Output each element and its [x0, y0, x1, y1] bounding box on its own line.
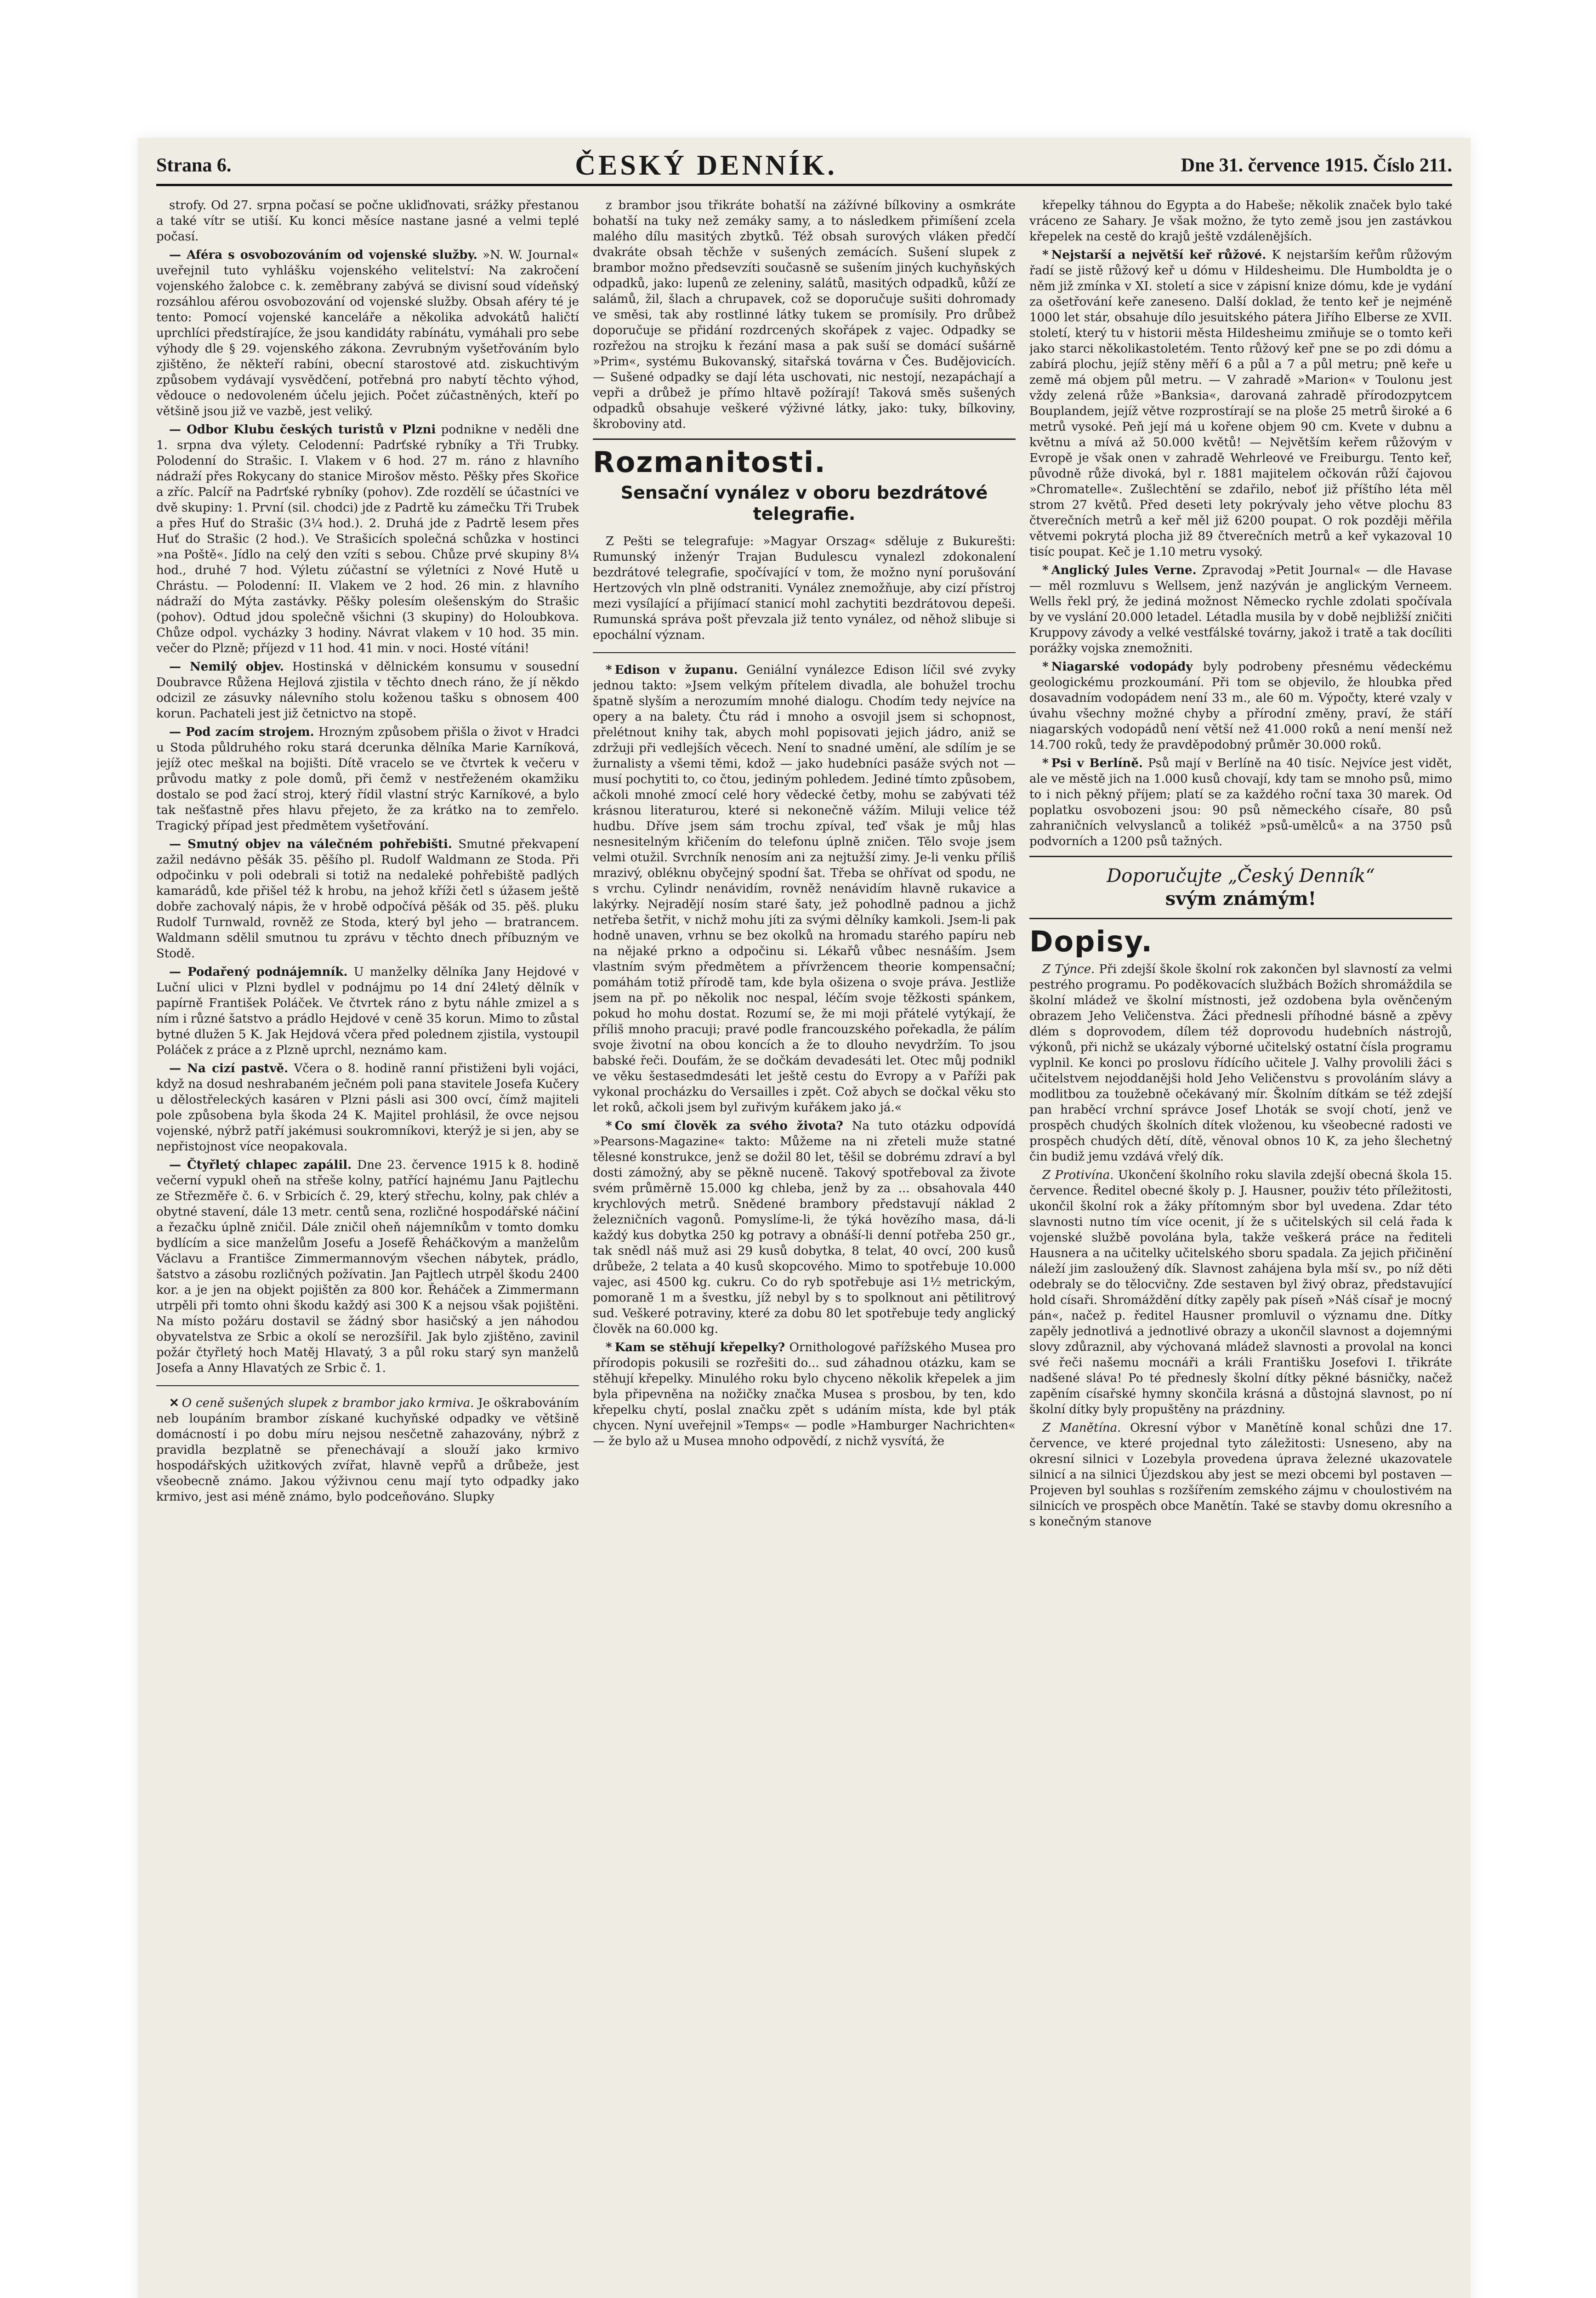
news-item: [1029, 563, 1452, 656]
item-body: podnikne v neděli dne 1. srpna dva výlety. Celodenní: Padrťské rybníky a Tři Trubky. Polodenní do Strašic. I. Vlakem v 6 hod. 27 m. ráno z hlavního nádraží přes Rokycany do stanice Mirošov město. Pěšky přes Skořice a zříc. Palcíř na Padrťské rybníky (pohov). Zde rozdělí se účastníci ve dvě skupiny: 1. První (sil. chodci) jde z Padrtě ku zámečku Tři Trubek a přes Huť do Strašic (3¼ hod.). 2. Druhá jde z Padrtě lesem přes Huť do Strašic (2 hod.). Ve Strašicích společná schůzka v hostinci »na Poště«. Jídlo na celý den vzíti s sebou. Chůze prvé skupiny 8¼ hod., druhé 7 hod. Výletu zúčastní se výletníci z Nové Hutě u Chrástu. — Polodenní: II. Vlakem ve 2 hod. 26 min. z hlavního nádraží do Mýta zastávky. Pěšky polesím olešenským do Strašic (pohov). Odtud jdou společně všichni (3 skupiny) do Holoubkova. Chůze odpol. vycházky 3 hodiny. Návrat vlakem v 10 hod. 35 min. večer do Plzně; příjezd v 11 hod. 41 min. v noci. Hosté vítáni!: [156, 423, 579, 655]
article-continuation: křepelky táhnou do Egypta a do Habeše; několik značek bylo také vráceno ze Sahary. Je však možno, že tyto země jsou jen zastávkou křepelek na cestě do krajů ještě vzdálenějších.: [1029, 199, 1452, 244]
promo-line-2: svým známým!: [1165, 888, 1317, 910]
item-body: Hrozným způsobem přišla o život v Hradci u Stoda půldruhého roku stará dcerunka dělníka Marie Karníková, jejíž otec meškal na bojišti. Dítě vracelo se ve čtvrtek k večeru v průvodu matky z pole domů, při čemž v nestřeženém okamžiku dostalo se pod žací stroj, který řídil vlastní strýc Karníkové, a bylo tak nešťastně přes hlavu přejeto, že za krátko na to zemřelo. Tragický případ jest předmětem vyšetřování.: [156, 725, 579, 833]
column-1: [156, 198, 579, 2298]
news-item: [156, 1395, 579, 1505]
item-headline: Edison v županu.: [614, 663, 738, 677]
divider: [593, 652, 1016, 653]
news-item: [156, 1157, 579, 1376]
news-item: [156, 247, 579, 419]
item-body: Ornithologové pařížského Musea pro přírodopis pokusili se rozřešiti do... sud záhadnou otázku, kam se stěhují křepelky. Minulého roku bylo chyceno několik křepelek a jim byla připevněna na nožičky značka Musea s prosbou, by ten, kdo křepelku chytí, poslal značku zpět s udáním místa, kde byl pták chycen. Nyní uveřejnil »Temps« — podle »Hamburger Nachrichten« — že bylo až u Musea mnoho odpovědí, z nichž vysvítá, že: [593, 1341, 1016, 1448]
letter-item: [1029, 1420, 1452, 1530]
asterisk-mark-icon: *: [1042, 248, 1049, 262]
item-body: Dne 23. července 1915 k 8. hodině večerní vypukl oheň na střeše kolny, patřící hajnému Janu Pajtlechu ze Střezměře č. 6. v Srbicích č. 29, který střechu, kolny, pak chlév a obytné stavení, dále 13 metr. centů sena, rozličné hospodářské náčiní a řezačku úplně zničil. Dále zničil oheň nájemníkům v tomto domku bydlícím a sice manželům Josefu a Josefě Řeháčkovým a manželům Václavu a Františce Zimmermannovým všechen nábytek, prádlo, šatstvo a zásobu rozličných požívatin. Jan Pajtlech utrpěl škodu 2400 kor. a je jen na objekt pojištěn za 800 kor. Řeháček a Zimmermann utrpěli při tomto ohni škodu každý asi 300 K a nejsou však pojištěni. Na místo požáru dostavil se žádný sbor hasičský a jen náhodou obyvatelstva ze Srbic a okolí se nerozšířil. Jak bylo zjištěno, zavinil požár čtyřletý hoch Matěj Hlavatý, 3 a půl roku starý syn manželů Josefa a Anny Hlavatých ze Srbic č. 1.: [156, 1158, 579, 1375]
text-columns: [156, 198, 1452, 2298]
article-continuation: strofy. Od 27. srpna počasí se počne ukliďnovati, srážky přestanou a také vítr se utiší. Ku konci měsíce nastane jasné a velmi teplé počasí.: [156, 199, 579, 244]
promo-line-1: Doporučujte „Český Denník“: [1107, 865, 1375, 887]
divider: [156, 1385, 579, 1386]
letter-body: Ukončení školního roku slavila zdejší obecná škola 15. července. Ředitel obecné školy p. J. Hausner, použiv této příležitosti, ukončil školní rok a žáky přítomným sbor byl uvedena. Zdar této slavnosti nutno tím více ocenit, jí že s učitelských sil celá řada k vojenské službě povolána byla, takže veškerá práce na řediteli Hausnera a na učitelky učitelského sboru spadala. Za jejich přičinění náleží jim zasloužený dík. Slavnost zahájena byla mší sv., po níž děti odebraly se do tělocvičny. Zde sestaven byl živý obraz, představující hold císaři. Shromáždění dítky zapěly pak píseň »Náš císař je mocný pán«, načež p. ředitel Hausner promluvil o významu dne. Dítky zapěly jednotlivá a jednotlivé obrazy a ukončil slavnost a dojemnými slovy zdůraznil, aby výchovaná mládež slavnosti a provolal na konci své řeči našemu mocnáři a králi Františku Josefovi I. třikráte nadšené sláva! Po té přednesly školní dítky pěkné básničky, načež zapěním císařské hymny skončila krásná a důstojná slavnost, po ní školní dítky byly propuštěny na prázdniny.: [1029, 1168, 1452, 1416]
news-item: [593, 1340, 1016, 1449]
item-body: Geniální vynálezce Edison líčil své zvyky jednou takto: »Jsem velkým přítelem divadla, ale bohužel trochu špatně slyším a nerozumím mnohé dialogu. Chodím tedy nejvíce na opery a na balety. Čtu rád i mnoho a osvojil jsem si schopnost, přelétnout knihy tak, abych mohl popisovati jejich jádro, aniž se zdržuji při vedlejších věcech. Není to snadné umění, ale sdílím je se žurnalisty a všemi těmi, kdož — jako hudebníci pasáže svých not — musí pochytiti to, co čtou, jediným pohledem. Jediné tímto způsobem, ačkoli mnohé zmocí celé hory vědecké četby, mohu se zabývati též krásnou literaturou, které si nekonečně vážím. Miluji velice též hudbu. Dříve jsem sám trochu zpíval, teď však je můj hlas nesnesitelným křičením do telefonu úplně zničen. Tělo svoje jsem velmi otužil. Svrchník nenosím ani za nejtužší zimy. Je-li venku příliš mrazivý, obléknu obyčejný spodní šat. Třeba se ohřívat od spodu, ne s vrchu. Cylindr nenávidím, rovněž nenávidím hlavně rukavice a lakýrky. Nejradějí nosím staré šaty, jež pohodlně padnou a jichž netřeba šetřit, v nichž mohu jíti za svými dělníky kamkoli. Jsem-li pak hodně unaven, vrhnu se bez okolků na hromadu starého papíru neb na nějaké prkno a odpočinu si. Lékařů vůbec nesnáším. Jsem vlastním svým předmětem a přívržencem theorie kompensační; pomáhám totiž přírodě tam, kde byla ošizena o svoje práva. Jestliže jsem na př. po několik noc nespal, léčím svoje těžkosti spánkem, pokud ho mohu dostat. Rozumí se, že mi moji přátelé vytýkají, že příliš mnoho pracuji; pravé podle francouzského pořekadla, že pálím svoje životní na obou koncích a že to dlouho nevydržím. To jsou babské řeči. Doufám, že se dočkám devadesáti let. Otec můj podnikl ve věku šestasedmdesáti let ještě cestu do Evropy a v Paříži pak vykonal procházku do Versailles i zpět. Což abych se dočkal věku sto let roků, ačkoli jsem byl zuřivým kuřákem jako já.«: [593, 663, 1016, 1115]
item-body: byly podrobeny přesnému vědeckému geologickému prozkoumání. Při tom se objevilo, že hloubka před dosavadním vodopádem není 33 m., ale 60 m. Výpočty, které vzaly v úvahu všechny možné chyby a přírodní změny, praví, že stáří niagarských vodopádů není větší než 41.000 roků a není menší než 14.700 roků, tedy že pravděpodobný průměr 30.000 roků.: [1029, 660, 1452, 752]
news-item: [156, 1061, 579, 1155]
issue-date: Dne 31. července 1915. Číslo 211.: [1181, 155, 1452, 176]
item-headline: O ceně sušených slupek z brambor jako krmiva.: [182, 1396, 474, 1410]
item-body: Včera o 8. hodině ranní přistiženi byli vojáci, když na dosud neshrabaném ječném poli pana stavitele Josefa Kučery u dělostřeleckých kasáren v Plzni pásli asi 300 ovcí, čímž majiteli pole způsobena byla škoda 24 K. Majitel prohlásil, že ovce nejsou vojenské, nýbrž patří jakémusi soukromníkovi, kterýž je si jen, aby se nepřistojnost více neopakovala.: [156, 1062, 579, 1154]
section-title-rozmanitosti: Rozmanitosti.: [593, 445, 826, 479]
item-headline: Niagarské vodopády: [1051, 660, 1193, 674]
letter-item: [1029, 1167, 1452, 1417]
item-headline: — Podařený podnájemník.: [169, 965, 348, 979]
letter-body: Při zdejší škole školní rok zakončen byl slavností za velmi pestrého programu. Po poděkovacích službách Božích shromáždila se školní mládež ve školní místnosti, jež ozdobena byla ověnčeným obrazem Jeho Veličenstva. Žáci přednesli příhodné básně a zpěvy dlém s doprovodem, dílem též doprovodu hudebních nástrojů, výkonů, při nichž se ukázaly výborné učitelský ostatní čísla programu vyplnil. Ke konci po proslovu řídícího učitele J. Valhy provolili žáci s učitelstvem nejoddanějši hold Jeho Veličenstvu s provoláním slávy a modlitbou za toužebně očekávaný mír. Školním dítkám se též zdejší pan hraběcí vrchní správce Josef Lhoták se svojí chotí, jenž ve prospěch chudých školních dítek vloženou, ku všeobecné radosti ve prospěch chudých dětí, dítě, věnoval obnos 10 K, za jeho šlechetný čin budiž jemu vzdává vřelý dík.: [1029, 962, 1452, 1164]
news-item: [156, 724, 579, 834]
page-number: Strana 6.: [156, 155, 232, 176]
item-body: K nejstarším keřům růžovým řadí se jistě růžový keř u dómu v Hildesheimu. Dle Humboldta je o něm již zmínka v XI. století a sice v zápisní knize dómu, kde je vydání za ošetřování keře zaneseno. Další doklad, že tento keř je nejméně 1000 let stár, obsahuje dílo jesuitského pátera Jiřího Elberse ze XVII. století, který tu v historii města Hildesheimu zmiňuje se o tomto keři jako starci několikastoletém. Tento růžový keř pne se po zdi dómu a zabírá plochu, jejíž stěny měří 6 a půl a 7 a půl metru; pně keře u země má objem půl metru. — V zahradě »Marion« v Toulonu jest vždy zelená růže »Banksia«, darovaná zahradě přírodozpytcem Bouplandem, jejíž větve rozprostírají se na ploše 25 metrů široké a 6 metrů vysoké. Peň její má u kořene objem 90 cm. Kvete v dubnu a květnu a mívá až 50.000 květů! — Největším keřem růžovým v Evropě je však onen v zahradě Wehrleové ve Freiburgu. Tento keř, původně růže divoká, byl r. 1881 majitelem očkován růží čajovou »Chromatelle«. Zušlechtění se zdařilo, neboť již příštího léta měl strom 27 květů. Před deseti lety pokrývaly jeho větve plochu 83 čtverečních metrů a keř měl již 6200 poupat. O rok později měřila větvemi pokrytá plocha již 89 čtverečních metrů a keř vykazoval 10 tisíc poupat. Keč je 1.10 metru vysoký.: [1029, 248, 1452, 559]
asterisk-mark-icon: *: [1042, 757, 1049, 770]
item-headline: — Pod zacím strojem.: [169, 725, 314, 739]
promo-box: [1029, 865, 1452, 910]
item-headline: — Smutný objev na válečném pohřebišti.: [169, 837, 452, 851]
news-item: [156, 964, 579, 1058]
item-body: Hostinská v dělnickém konsumu v sousední Doubravce Růžena Hejlová zjistila v těchto dnech ráno, že jí někdo odcizil ze zásuvky nálevního stolu koženou tašku s obnosem 400 korun. Pachateli jest již četnictvo na stopě.: [156, 660, 579, 721]
item-headline: Co smí člověk za svého života?: [614, 1119, 843, 1133]
item-headline: — Odbor Klubu českých turistů v Plzni: [169, 423, 436, 437]
item-headline: — Na cizí pastvě.: [169, 1062, 289, 1075]
news-item: [156, 659, 579, 722]
item-headline: Anglický Jules Verne.: [1051, 563, 1197, 577]
letter-place: Z Protivína.: [1042, 1168, 1114, 1182]
divider: [1029, 856, 1452, 857]
column-2: [593, 198, 1016, 2298]
letter-place: Z Manětína.: [1042, 1421, 1121, 1435]
news-item: [1029, 756, 1452, 849]
item-headline: — Nemilý objev.: [169, 660, 284, 674]
article-body: Z Pešti se telegrafuje: »Magyar Orszag« sděluje z Bukurešti: Rumunský inženýr Trajan Budulescu vynalezl zdokonalení bezdrátové telegrafie, spočívající v tom, že možno nyní porušování Hertzových vln plně odstraniti. Vynález znemožňuje, aby cizí přístroj mezi vysílající a přijímací stanicí mohl zachytiti bezdrátovou depeši. Rumunská správa pošt převzala již tento vynález, od něhož slibuje si epochální význam.: [593, 535, 1016, 642]
news-item: [156, 836, 579, 961]
item-body: »N. W. Journal« uveřejnil tuto vyhlášku vojenského velitelství: Na zakročení vojenského žalobce c. k. zeměbrany zabývá se divisní soud vídeňský rozsáhlou aférou osvobozování od vojenské služby. Obsah aféry té je tento: Pomocí vojenské kanceláře a několika advokátů haličtí uprchlíci předstírajíce, že jsou kandidáty rabínátu, vymáhali pro sebe výhody dle § 29. vojenského zákona. Zevrubným vyšetřováním bylo zjištěno, že někteří rabíni, obecní starostové atd. ziskuchtivým způsobem vydávají vysvědčení, potřebná pro nabytí těchto výhod, vědouce o nedovoleném účelu jejich. Počet zúčastněných, kteří po většině jsou již ve vazbě, jest veliký.: [156, 248, 579, 418]
page-header: [156, 147, 1452, 186]
asterisk-mark-icon: *: [1042, 563, 1049, 577]
item-headline: Psi v Berlíně.: [1051, 757, 1143, 770]
item-headline: Kam se stěhují křepelky?: [614, 1341, 785, 1354]
item-body: U manželky dělníka Jany Hejdové v Luční ulici v Plzni bydlel v podnájmu po 14 dní 24letý dělník v papírně František Poláček. Ve čtvrtek ráno z bytu náhle zmizel a s ním i různé šatstvo a prádlo Hejdové v ceně 35 korun. Mimo to zůstal bytné dlužen 5 K. Jak Hejdová včera před polednem zjistila, vystoupil Poláček z práce a z Plzně uprchl, neznámo kam.: [156, 965, 579, 1057]
news-item: [593, 1118, 1016, 1337]
section-title-dopisy: Dopisy.: [1029, 925, 1153, 958]
newspaper-title: ČESKÝ DENNÍK.: [575, 149, 837, 181]
divider: [593, 438, 1016, 440]
news-item: [593, 662, 1016, 1115]
letter-item: [1029, 961, 1452, 1165]
news-item: [1029, 247, 1452, 560]
asterisk-mark-icon: *: [1042, 660, 1049, 674]
letter-body: Okresní výbor v Manětíně konal schůzi dne 17. července, ve které projednal tyto záležitosti: Usneseno, aby na okresní silnici v Lozebyla provedena úprava železné ukazovatele silnicí a na silnici Újezdskou aby jest se mezi obcemi byl postaven — Projeven byl souhlas s rozšířením zemského zájmu v choulostivém na silnicích ve prospěch obce Manětín. Také se stavby domu okresního a s konečným stanove: [1029, 1421, 1452, 1529]
item-headline: — Aféra s osvobozováním od vojenské služby.: [169, 248, 477, 262]
newspaper-page: [138, 138, 1471, 2298]
item-headline: — Čtyřletý chlapec zapálil.: [169, 1158, 352, 1172]
letter-place: Z Týnce.: [1042, 962, 1095, 976]
column-3: [1029, 198, 1452, 2298]
asterisk-mark-icon: *: [606, 1341, 612, 1354]
item-body: Je oškrabováním neb loupáním brambor získané kuchyňské odpadky ve většině domácností i po dobu míru nejsou nesčetně zahazovány, nýbrž z pravidla bezplatně se přenechávají a slouží jako krmivo hospodářských užitkových zvířat, hlavně vepřů a drůbeže, jest všeobecně známo. Jakou výživnou cenu mají tyto odpadky jako krmivo, jest asi méně známo, bylo podceňováno. Slupky: [156, 1396, 579, 1504]
item-body: Psů mají v Berlíně na 40 tisíc. Nejvíce jest vidět, ale ve městě jich na 1.000 kusů chovají, kdy tam se mnoho psů, mimo to i nich pěkný příjem; platí se za každého roční taxa 30 marek. Od poplatku osvobozeni jsou: 90 psů německého císaře, 80 psů zahraničních velvyslanců a tolikéž »psů-umělců« a na 3750 psů podvorních a 1200 psů tažných.: [1029, 757, 1452, 848]
divider: [1029, 918, 1452, 919]
asterisk-mark-icon: *: [606, 1119, 612, 1133]
item-body: Zpravodaj »Petit Journal« — dle Havase — měl rozmluvu s Wellsem, jenž nazýván je anglickým Verneem. Wells řekl prý, že jediná možnost Německo rychle zdolati spočívala by ve vyslání 20.000 letadel. Létadla musila by v době nejbližší zničiti Kruppovy závody a velké vestfálské továrny, jakož i tratě a tak docíliti porážky vojska znemožniti.: [1029, 563, 1452, 655]
item-headline: Nejstarší a největší keř růžové.: [1051, 248, 1267, 262]
article-continuation: z brambor jsou třikráte bohatší na zážívné bílkoviny a osmkráte bohatší na tuky než zemáky samy, a to následkem přimíšení zcela malého dílu masitých zbytků. Též obsah surových vláken předčí dvakráte obsah těchže v sušených zemácích. Sušení slupek z brambor možno předsevzíti současně se sušením jiných kuchyňských odpadků, jako: lupenů ze zeleniny, salátů, masitých odpadků, kůží ze salámů, žil, šlach a chrupavek, což se doporučuje sušiti dohromady ve směsi, tak aby rostlinné látky tukem se promísily. Pro drůbež doporučuje se přidání rozdrcených skořápek z vajec. Odpadky se rozřežou na strojku k řezání masa a pak suší se domácí sušárně »Prim«, systému Bukovanský, sitařská továrna v Čes. Budějovicích. — Sušené odpadky se dají léta uschovati, nic nestojí, nezapáchají a vepři a drůbež je přímo hltavě požírají! Taková směs sušených odpadků obsahuje veškeré výživné látky, jako: tuky, bílkoviny, škroboviny atd.: [593, 199, 1016, 431]
article-title: Sensační vynález v oboru bezdrátové telegrafie.: [620, 483, 988, 524]
asterisk-mark-icon: *: [606, 663, 612, 677]
item-body: Smutné překvapení zažil nedávno pěšák 35. pěšího pl. Rudolf Waldmann ze Stoda. Při odpočinku v poli odebrali si totiž na nedaleké pohřebiště padlých kamarádů, kde přišel též k hrobu, na jehož kříži četl s úžasem ještě dobře zachovalý nápis, že v hrobě odpočívá pěšák od 35. pěš. pluku Rudolf Turnwald, rovněž ze Stoda, který byl jeho — bratrancem. Waldmann sdělil smutnou tu zprávu v těchto dnech příbuzným ve Stodě.: [156, 837, 579, 961]
news-item: [1029, 659, 1452, 753]
item-body: Na tuto otázku odpovídá »Pearsons-Magazine« takto: Můžeme na ni zřeteli muže statné tělesné konstrukce, jenž se dožil 80 let, těšil se dobrému zdraví a byl dosti zámožný, aby se pěkně nuceně. Takový spotřeboval za živote svém průměrně 15.000 kg chleba, jenž by za ... obsahovala 440 krychlových metrů. Snědené brambory představují náklad 2 železničních vagonů. Pomyslíme-li, že týká hovězího masa, dá-li každý kus dobytka 250 kg potravy a obnáší-li denní potřeba 250 gr., tak snědl náš muž asi 29 kusů dobytka, 8 telat, 40 ovcí, 200 kusů drůbeže, 2 telata a 40 kusů skopcového. Mimo to spotřebuje 10.000 vajec, asi 4500 kg. cukru. Co do ryb spotřebuje asi 1½ metrickým, pomoraně 1 m a švestku, jíž nebyl by s to spolknout ani pětilitrový sud. Veškeré potraviny, které za dobu 80 let spotřebuje tedy anglický člověk na 60.000 kg.: [593, 1119, 1016, 1336]
cross-mark-icon: ✕: [169, 1396, 179, 1410]
news-item: [156, 422, 579, 656]
